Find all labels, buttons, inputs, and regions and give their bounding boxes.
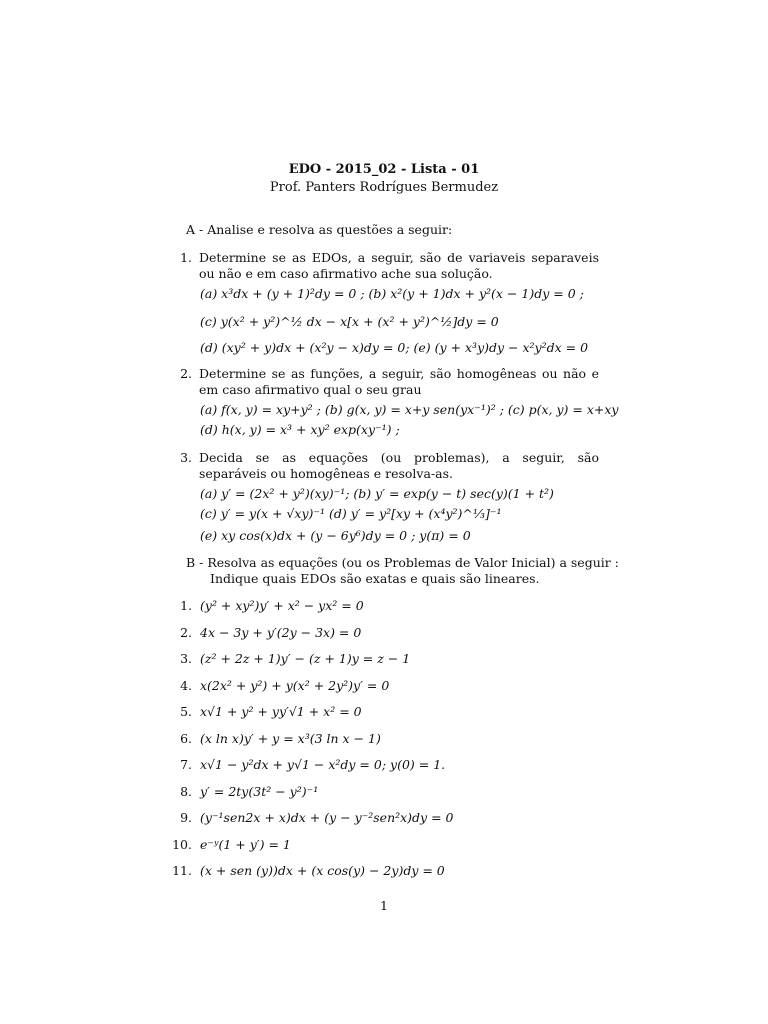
section-b-heading: B - Resolva as equações (ou os Problemas de Valor Inicial) a seguir :: [186, 555, 619, 570]
exercise-equation: (z² + 2z + 1)y′ − (z + 1)y = z − 1: [200, 651, 411, 666]
document-author: Prof. Panters Rodrígues Bermudez: [269, 180, 499, 195]
exercise-equation: (x ln x)y′ + y = x³(3 ln x − 1): [200, 731, 381, 746]
exercise-number: 4.: [180, 678, 192, 693]
question-3-items-cd: (c) y′ = y(x + √xy)⁻¹ (d) y′ = y²[xy + (x⁴y²)^⅓]⁻¹: [200, 506, 502, 521]
question-2-text: Determine se as funções, a seguir, são homogêneas ou não e em caso afirmativo qual o seu grau: [199, 366, 599, 397]
question-number: 2.: [180, 366, 192, 381]
question-3-item-e: (e) xy cos(x)dx + (y − 6y⁶)dy = 0 ; y(π) = 0: [200, 528, 471, 543]
question-2-item-d: (d) h(x, y) = x³ + xy² exp(xy⁻¹) ;: [200, 422, 400, 437]
exercise-number: 3.: [180, 651, 192, 666]
question-2-items-abc: (a) f(x, y) = xy+y² ; (b) g(x, y) = x+y sen(yx⁻¹)² ; (c) p(x, y) = x+xy: [200, 402, 619, 417]
exercise-equation: x√1 + y² + yy′√1 + x² = 0: [200, 704, 362, 719]
section-a-heading: A - Analise e resolva as questões a seguir:: [186, 222, 453, 237]
question-3-text: Decida se as equações (ou problemas), a seguir, são separáveis ou homogêneas e resolva-as.: [199, 450, 599, 481]
exercise-equation: (y⁻¹sen2x + x)dx + (y − y⁻²sen²x)dy = 0: [200, 810, 454, 825]
exercise-equation: x(2x² + y²) + y(x² + 2y²)y′ = 0: [200, 678, 390, 693]
document-title: EDO - 2015_02 - Lista - 01: [288, 162, 480, 177]
section-b-subheading: Indique quais EDOs são exatas e quais são lineares.: [210, 571, 540, 586]
question-number: 3.: [180, 450, 192, 465]
question-1-text: Determine se as EDOs, a seguir, são de variaveis separaveis ou não e em caso afirmativo ache sua solução.: [199, 250, 599, 281]
question-1-items-ab: (a) x³dx + (y + 1)²dy = 0 ; (b) x²(y + 1)dx + y²(x − 1)dy = 0 ;: [200, 286, 584, 301]
question-1-item-c: (c) y(x² + y²)^½ dx − x[x + (x² + y²)^½]dy = 0: [200, 314, 499, 329]
exercise-number: 9.: [180, 810, 192, 825]
exercise-number: 10.: [172, 837, 192, 852]
question-number: 1.: [180, 250, 192, 265]
question-1-items-de: (d) (xy² + y)dx + (x²y − x)dy = 0; (e) (y + x³y)dy − x²y²dx = 0: [200, 340, 589, 355]
question-3-items-ab: (a) y′ = (2x² + y²)(xy)⁻¹; (b) y′ = exp(y − t) sec(y)(1 + t²): [200, 486, 554, 501]
exercise-equation: x√1 − y²dx + y√1 − x²dy = 0; y(0) = 1.: [200, 757, 446, 772]
page-number: 1: [380, 898, 388, 913]
exercise-equation: e⁻ʸ(1 + y′) = 1: [200, 837, 291, 852]
exercise-number: 6.: [180, 731, 192, 746]
exercise-number: 11.: [172, 863, 192, 878]
exercise-equation: 4x − 3y + y′(2y − 3x) = 0: [200, 625, 362, 640]
exercise-equation: y′ = 2ty(3t² − y²)⁻¹: [200, 784, 319, 799]
exercise-equation: (y² + xy²)y′ + x² − yx² = 0: [200, 598, 364, 613]
exercise-equation: (x + sen (y))dx + (x cos(y) − 2y)dy = 0: [200, 863, 445, 878]
exercise-number: 5.: [180, 704, 192, 719]
exercise-number: 2.: [180, 625, 192, 640]
exercise-number: 1.: [180, 598, 192, 613]
exercise-number: 7.: [180, 757, 192, 772]
exercise-number: 8.: [180, 784, 192, 799]
